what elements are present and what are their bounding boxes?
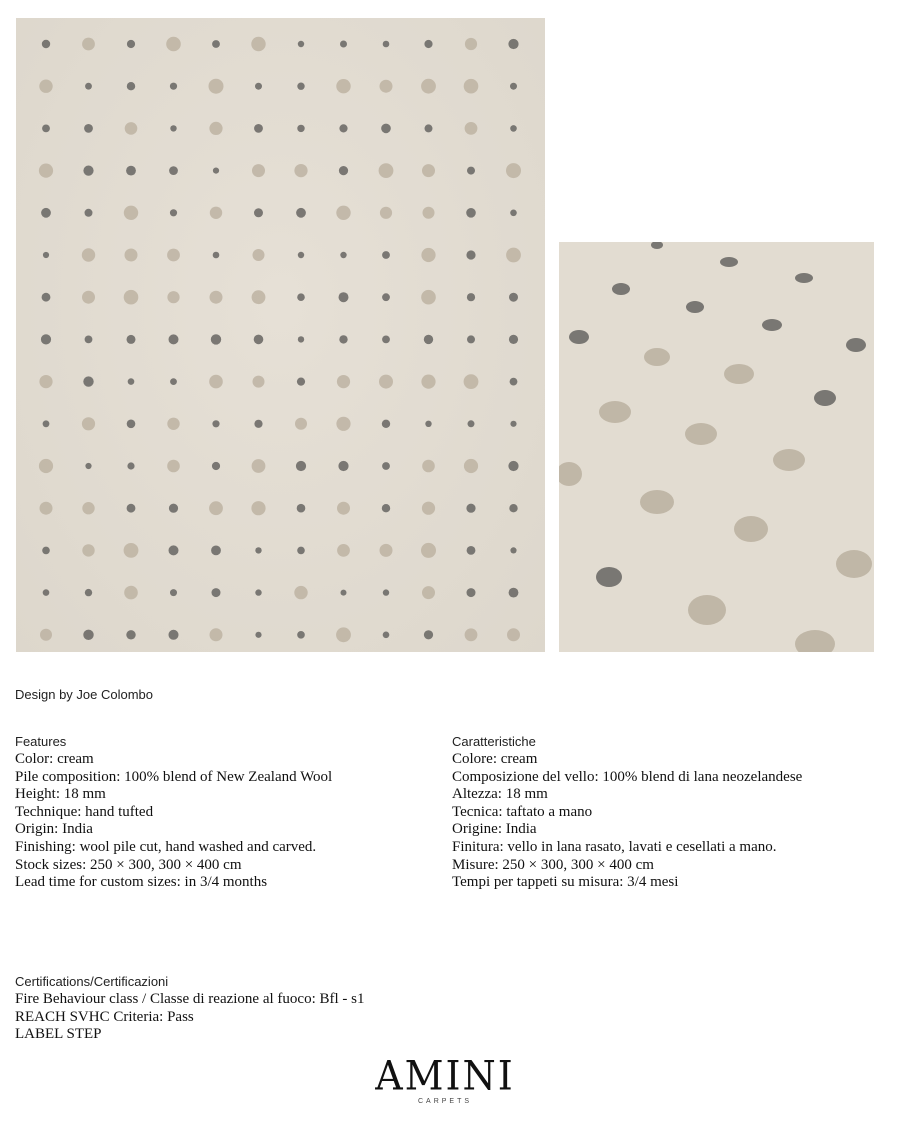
rug-dot (127, 462, 134, 469)
caratteristiche-line: Tecnica: taftato a mano (452, 803, 593, 820)
rug-dot (510, 378, 518, 386)
rug-dot (508, 461, 518, 471)
rug-dot (167, 291, 179, 303)
caratteristiche-section (452, 733, 802, 892)
rug-dot (510, 125, 517, 132)
rug-dot (510, 83, 517, 90)
rug-dot (379, 163, 394, 178)
certifications-section (15, 973, 365, 1044)
rug-dot (254, 420, 262, 428)
rug-detail-dot (795, 273, 813, 283)
rug-dot (294, 164, 307, 177)
rug-dot (507, 628, 520, 641)
rug-dot (213, 252, 220, 259)
rug-dot (382, 336, 390, 344)
rug-dot (167, 460, 180, 473)
rug-dot (297, 83, 304, 90)
rug-dot (255, 547, 261, 553)
rug-dot (82, 417, 95, 430)
rug-dot (42, 40, 50, 48)
rug-dot (127, 82, 135, 90)
rug-dot (43, 589, 50, 596)
feature-line: Origin: India (15, 821, 93, 838)
rug-detail-dot (569, 330, 589, 344)
rug-dot (509, 335, 518, 344)
rug-dot (338, 461, 348, 471)
rug-detail-dot (612, 283, 630, 295)
rug-dot (167, 418, 179, 430)
rug-dot (297, 378, 305, 386)
rug-detail-dot (651, 242, 663, 249)
rug-dot (424, 40, 432, 48)
rug-dot (506, 163, 521, 178)
rug-dot (298, 41, 304, 47)
designer-credit: Design by Joe Colombo (15, 687, 154, 702)
caratteristiche-line: Composizione del vello: 100% blend di lana neozelandese (452, 768, 803, 785)
rug-dot (39, 80, 52, 93)
rug-dot (128, 378, 135, 385)
rug-dot (383, 41, 390, 48)
rug-dot (85, 83, 92, 90)
rug-dot (83, 630, 93, 640)
rug-dot (85, 209, 93, 217)
rug-dot (41, 334, 51, 344)
rug-dot (467, 293, 475, 301)
rug-dot (40, 502, 53, 515)
rug-dot (252, 459, 266, 473)
rug-dot (82, 502, 94, 514)
rug-dot (297, 631, 305, 639)
rug-dot (297, 504, 306, 513)
rug-detail-dots (559, 242, 874, 652)
rug-dot (212, 420, 219, 427)
rug-dot (126, 166, 136, 176)
rug-dot (467, 167, 475, 175)
rug-dot (252, 290, 266, 304)
rug-detail-dot (814, 390, 836, 406)
rug-dot (166, 37, 181, 52)
rug-dot (421, 290, 436, 305)
rug-dot (425, 124, 433, 132)
rug-dot (209, 79, 224, 94)
rug-dot (464, 459, 478, 473)
rug-dot (126, 630, 135, 639)
rug-dot (336, 79, 350, 93)
rug-dot (509, 588, 519, 598)
rug-dot (382, 293, 390, 301)
rug-dot (39, 164, 53, 178)
rug-dot (169, 334, 179, 344)
rug-dot (85, 336, 93, 344)
rug-dot (295, 418, 307, 430)
rug-dot (339, 292, 349, 302)
rug-dot (210, 628, 223, 641)
rug-dot (297, 125, 304, 132)
rug-dot (212, 462, 220, 470)
rug-dot (211, 334, 221, 344)
rug-dot (255, 83, 262, 90)
rug-dot (336, 206, 350, 220)
rug-dot (421, 248, 435, 262)
rug-dot (169, 545, 179, 555)
rug-dot (85, 589, 92, 596)
rug-dot (251, 37, 265, 51)
rug-detail-dot (599, 401, 631, 423)
rug-dot (209, 122, 222, 135)
rug-dot (127, 40, 135, 48)
rug-dot (212, 40, 220, 48)
rug-dot (213, 168, 219, 174)
certification-line: REACH SVHC Criteria: Pass (15, 1008, 194, 1025)
rug-detail-dot (762, 319, 782, 331)
rug-detail-dot (846, 338, 866, 352)
rug-dot (466, 504, 475, 513)
rug-detail-dot (640, 490, 674, 514)
rug-dot (340, 252, 346, 258)
rug-dot (421, 543, 436, 558)
rug-dot (340, 41, 347, 48)
rug-detail-dot (685, 423, 717, 445)
rug-dot (127, 420, 136, 429)
caratteristiche-line: Finitura: vello in lana rasato, lavati e cesellati a mano. (452, 838, 777, 855)
rug-dot (84, 124, 93, 133)
rug-dot (251, 501, 265, 515)
rug-dot (82, 544, 94, 556)
caratteristiche-line: Tempi per tappeti su misura: 3/4 mesi (452, 874, 679, 891)
feature-line: Lead time for custom sizes: in 3/4 months (15, 874, 268, 891)
rug-dot (42, 125, 50, 133)
rug-dot (169, 630, 179, 640)
rug-detail-dot (836, 550, 872, 578)
rug-dot (422, 502, 435, 515)
rug-dot (43, 420, 50, 427)
rug-dot (510, 421, 516, 427)
rug-dot (82, 248, 95, 261)
rug-dot (85, 463, 91, 469)
rug-dot (383, 632, 390, 639)
rug-dot (379, 375, 393, 389)
rug-dot (127, 335, 136, 344)
rug-dot (167, 249, 180, 262)
rug-dot (424, 335, 433, 344)
rug-dot (294, 586, 307, 599)
rug-dot (382, 251, 390, 259)
rug-detail-dot (688, 595, 726, 625)
rug-dot (41, 208, 51, 218)
rug-dot (296, 461, 306, 471)
rug-dot (254, 208, 263, 217)
rug-dot (336, 417, 350, 431)
rug-detail-image (559, 242, 874, 652)
rug-dot (380, 207, 392, 219)
rug-dot (82, 291, 95, 304)
rug-dot (506, 248, 521, 263)
rug-dot (254, 124, 263, 133)
rug-dot (466, 250, 475, 259)
rug-dot (42, 293, 51, 302)
certification-line: LABEL STEP (15, 1026, 102, 1043)
rug-dot (212, 588, 221, 597)
caratteristiche-line: Altezza: 18 mm (452, 786, 548, 803)
rug-dot (423, 207, 435, 219)
logo-wordmark: AMINI (375, 1052, 515, 1100)
rug-dot (170, 83, 177, 90)
rug-dot (253, 376, 265, 388)
rug-dot (339, 166, 348, 175)
rug-dot (297, 547, 305, 555)
rug-dot (422, 586, 435, 599)
feature-line: Stock sizes: 250 × 300, 300 × 400 cm (15, 856, 242, 873)
feature-line: Pile composition: 100% blend of New Zealand Wool (15, 768, 333, 785)
rug-dot (82, 38, 95, 51)
feature-line: Color: cream (15, 751, 94, 767)
rug-detail-dot (720, 257, 738, 267)
rug-detail-dot (686, 301, 704, 313)
rug-dot (380, 80, 393, 93)
rug-dot (252, 164, 265, 177)
rug-dot (298, 252, 304, 258)
rug-dot (336, 627, 351, 642)
rug-dot-pattern (16, 18, 545, 652)
rug-dot (509, 504, 517, 512)
rug-dot (381, 124, 391, 134)
rug-dot (297, 293, 305, 301)
rug-dot (382, 504, 390, 512)
rug-dot (40, 629, 52, 641)
rug-dot (465, 38, 477, 50)
rug-dot (43, 252, 49, 258)
rug-detail-dot (795, 630, 835, 652)
rug-main-image (16, 18, 545, 652)
rug-dot (170, 209, 177, 216)
caratteristiche-line: Origine: India (452, 821, 537, 838)
rug-dot (337, 502, 350, 515)
rug-dot (421, 375, 435, 389)
rug-dot (508, 39, 518, 49)
rug-dot (509, 293, 518, 302)
certifications-heading: Certifications/Certificazioni (15, 974, 169, 989)
rug-dot (382, 462, 390, 470)
rug-dot (253, 249, 265, 261)
rug-dot (464, 79, 479, 94)
brand-logo (330, 1052, 560, 1105)
rug-dot (170, 589, 177, 596)
rug-dot (42, 547, 50, 555)
rug-dot (255, 632, 261, 638)
rug-detail-dot (644, 348, 670, 366)
caratteristiche-heading: Caratteristiche (452, 734, 536, 749)
rug-dot (337, 375, 350, 388)
rug-dot (465, 122, 478, 135)
rug-dot (211, 546, 221, 556)
rug-dot (170, 378, 177, 385)
rug-dot (296, 208, 306, 218)
rug-dot (425, 421, 431, 427)
rug-dot (124, 290, 139, 305)
features-section (15, 733, 332, 892)
rug-dot (339, 335, 347, 343)
rug-dot (169, 504, 178, 513)
rug-dot (209, 501, 223, 515)
rug-dot (170, 125, 176, 131)
rug-dot (39, 375, 52, 388)
rug-dot (421, 79, 436, 94)
rug-dot (422, 460, 435, 473)
rug-dot (209, 375, 223, 389)
rug-dot (467, 588, 476, 597)
rug-dot (254, 335, 264, 345)
rug-detail-dot (773, 449, 805, 471)
rug-dot (124, 543, 139, 558)
feature-line: Technique: hand tufted (15, 803, 154, 820)
rug-dot (169, 166, 178, 175)
rug-dot (422, 164, 435, 177)
rug-detail-dot (559, 462, 582, 486)
rug-dot (465, 628, 478, 641)
rug-dot (124, 586, 138, 600)
rug-dot (83, 376, 93, 386)
rug-dot (124, 206, 138, 220)
rug-dot (39, 459, 53, 473)
rug-dot (341, 590, 347, 596)
rug-dot (467, 335, 475, 343)
rug-dot (424, 630, 433, 639)
rug-dot (337, 544, 350, 557)
rug-dot (298, 336, 304, 342)
rug-dot (468, 420, 475, 427)
features-heading: Features (15, 734, 67, 749)
feature-line: Height: 18 mm (15, 786, 106, 803)
rug-dot (510, 547, 516, 553)
rug-dot (464, 374, 479, 389)
rug-dot (127, 504, 136, 513)
rug-dot (510, 210, 517, 217)
rug-dot (125, 249, 138, 262)
certification-line: Fire Behaviour class / Classe di reazione al fuoco: Bfl - s1 (15, 991, 365, 1007)
rug-dot (339, 124, 347, 132)
caratteristiche-line: Colore: cream (452, 751, 538, 767)
rug-dot (382, 420, 390, 428)
rug-dot (255, 589, 261, 595)
rug-detail-dot (734, 516, 768, 542)
feature-line: Finishing: wool pile cut, hand washed and carved. (15, 838, 317, 855)
rug-detail-dot (724, 364, 754, 384)
rug-dot (383, 589, 389, 595)
rug-dot (210, 207, 222, 219)
rug-detail-dot (596, 567, 622, 587)
rug-dot (125, 122, 138, 135)
caratteristiche-line: Misure: 250 × 300, 300 × 400 cm (452, 856, 654, 873)
rug-dot (467, 546, 476, 555)
rug-dot (380, 544, 393, 557)
logo-subtitle: CARPETS (417, 1098, 473, 1105)
rug-dot (210, 291, 223, 304)
rug-dot (466, 208, 476, 218)
rug-dot (83, 166, 93, 176)
